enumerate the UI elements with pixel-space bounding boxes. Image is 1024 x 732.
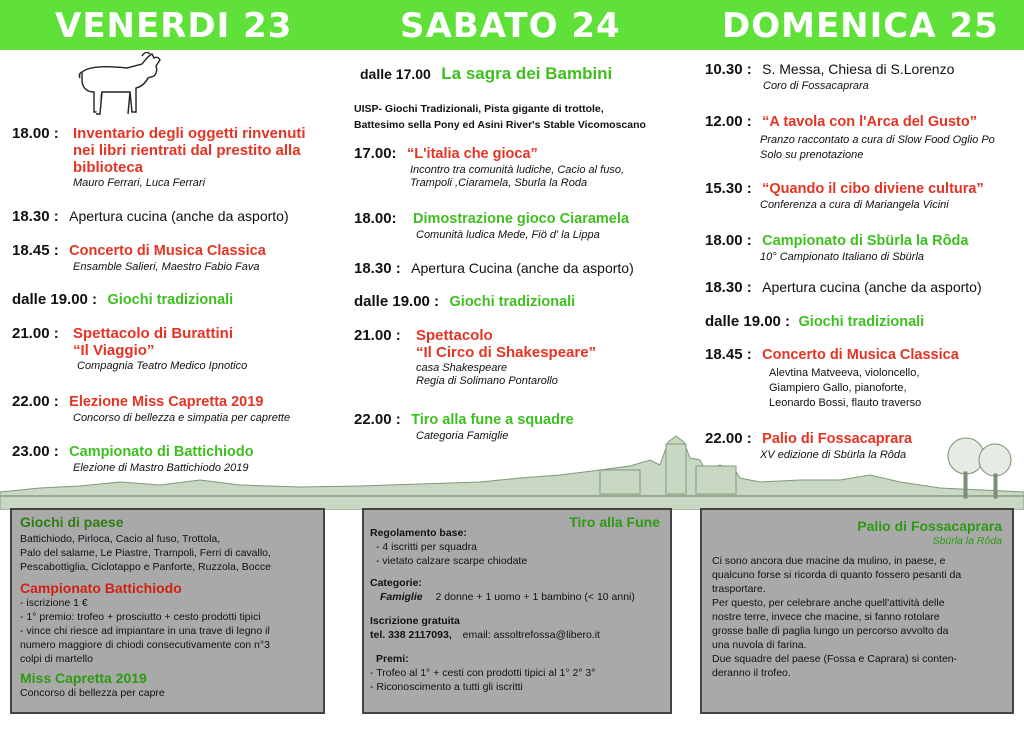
box-line: - 4 iscritti per squadra xyxy=(376,541,477,553)
event-time: dalle 19.00 : xyxy=(705,313,791,330)
box-line: grosse balle di paglia lungo un percorso avvolto da xyxy=(712,625,949,637)
event-title: Giochi tradizionali xyxy=(798,314,925,330)
event-time: 22.00 : xyxy=(12,393,59,410)
event-subtitle: Elezione di Mastro Battichiodo 2019 xyxy=(73,462,249,474)
event-time: 21.00 : xyxy=(354,327,401,344)
box-line: - 1° premio: trofeo + prosciutto + cesto prodotti tipici xyxy=(20,611,261,623)
event-title: Giochi tradizionali xyxy=(449,294,576,310)
event-time: 18.00: xyxy=(354,210,397,227)
event-time: 18.00 : xyxy=(705,232,752,249)
day-saturday: SABATO 24 xyxy=(400,6,621,46)
event-subtitle: XV edizione di Sbürla la Rôda xyxy=(760,449,907,461)
box-line: - vince chi riesce ad impiantare in una trave di legno il xyxy=(20,625,270,637)
contact-email: email: assoltrefossa@libero.it xyxy=(462,629,600,641)
box-subtitle: Sbürla la Rôda xyxy=(932,535,1002,547)
event-title: Giochi tradizionali xyxy=(107,292,234,308)
event-time: 22.00 : xyxy=(354,411,401,428)
event-time: 18.45 : xyxy=(705,346,752,363)
event-subtitle-2: Solo su prenotazione xyxy=(760,149,864,161)
sun-event-3 xyxy=(705,180,984,211)
box-line: Battichiodo, Pirloca, Cacio al fuso, Trottola, xyxy=(20,533,221,545)
sat-event-4 xyxy=(354,293,575,311)
box-line: - Trofeo al 1° + cesti con prodotti tipici al 1° 2° 3° xyxy=(370,667,596,679)
event-subtitle-3: Leonardo Bossi, flauto traverso xyxy=(769,397,922,409)
sun-event-5 xyxy=(705,279,982,297)
event-time: 18.00 : xyxy=(12,125,59,142)
sun-event-7 xyxy=(705,346,959,409)
box-line: Pescabottiglia, Ciclotappo e Panforte, Ruzzola, Bocce xyxy=(20,561,271,573)
event-title: Apertura cucina (anche da asporto) xyxy=(69,208,289,224)
sat-event-5 xyxy=(354,327,597,387)
fri-event-5 xyxy=(12,325,248,372)
box-tiro-fune xyxy=(362,508,672,714)
event-title: Spettacolo di Burattini xyxy=(73,325,234,342)
fri-event-4 xyxy=(12,291,233,309)
box-palio xyxy=(700,508,1014,714)
event-subtitle: Alevtina Matveeva, violoncello, xyxy=(769,367,920,379)
event-title: “L'italia che gioca” xyxy=(407,146,538,162)
event-title: Apertura Cucina (anche da asporto) xyxy=(411,260,634,276)
category-label: Famiglie xyxy=(380,591,423,603)
sun-event-1 xyxy=(705,61,954,92)
fri-event-6 xyxy=(12,393,290,424)
fri-event-1 xyxy=(12,125,306,189)
event-title: Tiro alla fune a squadre xyxy=(411,412,574,428)
event-title-line3: biblioteca xyxy=(73,159,144,176)
village-skyline xyxy=(0,430,1024,510)
event-time: 18.30 : xyxy=(354,260,401,277)
event-subtitle: Categoria Famiglie xyxy=(416,430,509,442)
box-line: - Riconoscimento a tutti gli iscritti xyxy=(370,681,523,693)
sat-event-3 xyxy=(354,260,634,278)
box-title: Miss Capretta 2019 xyxy=(20,670,147,686)
event-title: Palio di Fossacaprara xyxy=(762,431,913,447)
sun-event-2 xyxy=(705,113,995,161)
fri-event-2 xyxy=(12,208,289,226)
category-text: 2 donne + 1 uomo + 1 bambino (< 10 anni) xyxy=(435,591,635,603)
day-sunday: DOMENICA 25 xyxy=(722,6,999,46)
event-time: dalle 19.00 : xyxy=(354,293,440,310)
box-subtitle: Categorie: xyxy=(370,577,422,589)
event-time: 22.00 : xyxy=(705,430,752,447)
event-subtitle: Pranzo raccontato a cura di Slow Food Oglio Po xyxy=(760,134,995,146)
event-time: 18.30 : xyxy=(12,208,59,225)
uisp-line1: UISP- Giochi Tradizionali, Pista gigante di trottole, xyxy=(354,103,604,115)
box-giochi-paese xyxy=(10,508,325,714)
trees-icon xyxy=(940,432,1024,502)
sat-event-2 xyxy=(354,210,629,241)
event-title: Concerto di Musica Classica xyxy=(69,243,266,259)
box-line: - iscrizione 1 € xyxy=(20,597,88,609)
event-title: S. Messa, Chiesa di S.Lorenzo xyxy=(762,61,955,77)
box-line: colpi di martello xyxy=(20,653,93,665)
box-title: Tiro alla Fune xyxy=(569,514,660,530)
event-title: Campionato di Sbürla la Rôda xyxy=(762,233,969,249)
event-subtitle: casa Shakespeare xyxy=(416,362,508,374)
event-time: 18.30 : xyxy=(705,279,752,296)
event-title: Apertura cucina (anche da asporto) xyxy=(762,279,982,295)
box-line: nostre terre, invece che macine, si fanno rotolare xyxy=(712,611,940,623)
box-subtitle: Regolamento base: xyxy=(370,527,467,539)
box-line: qualcuno forse si ricorda di quanto fossero pesanti da xyxy=(712,569,962,581)
box-line: Ci sono ancora due macine da mulino, in paese, e xyxy=(712,555,946,567)
box-line: numero maggiore di chiodi consecutivamente con n°3 xyxy=(20,639,270,651)
event-subtitle: Concorso di bellezza e simpatia per caprette xyxy=(73,412,291,424)
event-time: 17.00: xyxy=(354,145,397,162)
event-title-line2: “Il Viaggio” xyxy=(73,342,155,359)
fri-event-3 xyxy=(12,242,266,273)
event-time: 15.30 : xyxy=(705,180,752,197)
event-title: “A tavola con l'Arca del Gusto” xyxy=(762,114,977,130)
event-title: Campionato di Battichiodo xyxy=(69,444,254,460)
event-subtitle: 10° Campionato Italiano di Sbürla xyxy=(760,251,925,263)
box-title: Campionato Battichiodo xyxy=(20,580,182,596)
box-line: - vietato calzare scarpe chiodate xyxy=(376,555,528,567)
event-time: 10.30 : xyxy=(705,61,752,78)
uisp-line2: Battesimo sella Pony ed Asini River's Stable Vicomoscano xyxy=(354,119,646,131)
day-friday: VENERDI 23 xyxy=(55,6,293,46)
event-subtitle: Comunità ludica Mede, Fiö d' la Lippa xyxy=(416,229,600,241)
box-line: una nuvola di farina. xyxy=(712,639,807,651)
sat-uisp xyxy=(354,101,646,133)
box-line: Concorso di bellezza per capre xyxy=(20,687,165,699)
event-time: 18.45 : xyxy=(12,242,59,259)
event-subtitle: Compagnia Teatro Medico Ipnotico xyxy=(77,360,248,372)
event-title: Concerto di Musica Classica xyxy=(762,347,959,363)
sat-event-1 xyxy=(354,145,624,189)
contact-phone: tel. 338 2117093, xyxy=(370,629,452,641)
event-subtitle-2: Giampiero Gallo, pianoforte, xyxy=(769,382,907,394)
box-line: Palo del salame, Le Piastre, Trampoli, Ferri di cavallo, xyxy=(20,547,271,559)
box-line: trasportare. xyxy=(712,583,766,595)
event-subtitle-2: Trampoli ,Ciaramela, Sburla la Roda xyxy=(410,177,588,189)
event-time: dalle 19.00 : xyxy=(12,291,98,308)
sun-event-6 xyxy=(705,313,924,331)
event-title: Inventario degli oggetti rinvenuti xyxy=(73,125,306,142)
intro-time: dalle 17.00 xyxy=(360,66,431,82)
goat-icon xyxy=(72,52,167,120)
header-bar xyxy=(0,0,1024,50)
event-subtitle: Ensamble Salieri, Maestro Fabio Fava xyxy=(73,261,260,273)
event-subtitle: Conferenza a cura di Mariangela Vicini xyxy=(760,199,949,211)
event-title: Spettacolo xyxy=(416,327,493,344)
event-subtitle-2: Regia di Solimano Pontarollo xyxy=(416,375,558,387)
box-category xyxy=(370,590,664,604)
event-title: “Quando il cibo diviene cultura” xyxy=(762,181,984,197)
box-title: Palio di Fossacaprara xyxy=(857,518,1002,534)
box-line: deranno il trofeo. xyxy=(712,667,791,679)
event-time: 23.00 : xyxy=(12,443,59,460)
box-line: Per questo, per celebrare anche quell'attività delle xyxy=(712,597,945,609)
sun-event-4 xyxy=(705,232,968,263)
event-title-line2: nei libri rientrati dal prestito alla xyxy=(73,142,301,159)
event-subtitle: Mauro Ferrari, Luca Ferrari xyxy=(73,177,206,189)
box-line: Due squadre del paese (Fossa e Caprara) si conten- xyxy=(712,653,958,665)
event-subtitle: Incontro tra comunità ludiche, Cacio al fuso, xyxy=(410,164,625,176)
box-contact xyxy=(370,628,664,642)
box-title: Giochi di paese xyxy=(20,514,124,530)
event-time: 21.00 : xyxy=(12,325,59,342)
event-time: 12.00 : xyxy=(705,113,752,130)
intro-title: La sagra dei Bambini xyxy=(441,64,613,83)
event-subtitle: Coro di Fossacaprara xyxy=(763,80,869,92)
sat-intro xyxy=(360,64,612,84)
event-title: Dimostrazione gioco Ciaramela xyxy=(413,211,629,227)
box-subtitle: Iscrizione gratuita xyxy=(370,615,460,627)
event-title: Elezione Miss Capretta 2019 xyxy=(69,394,264,410)
event-title-line2: “Il Circo di Shakespeare” xyxy=(416,344,597,361)
box-subtitle: Premi: xyxy=(376,653,409,665)
